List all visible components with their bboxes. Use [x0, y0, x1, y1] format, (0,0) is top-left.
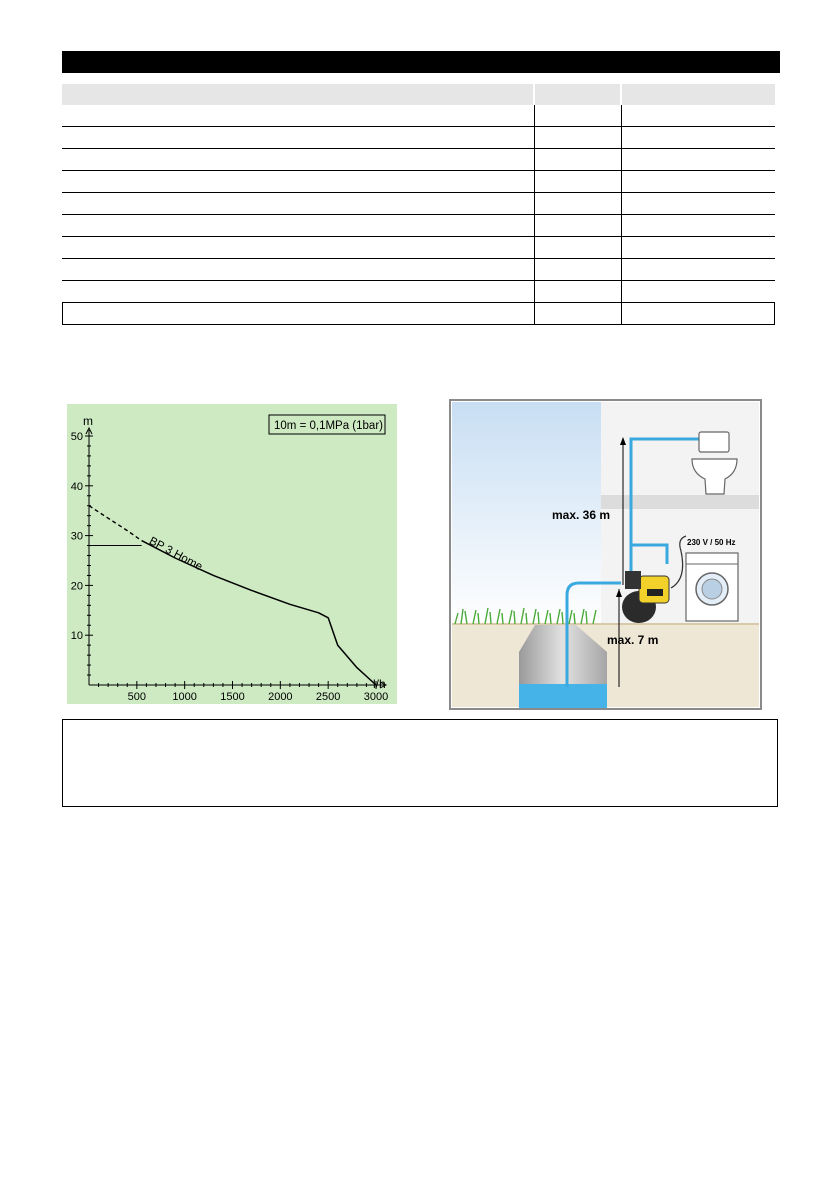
- table-cell: [62, 127, 535, 149]
- y-tick-label: 50: [70, 431, 83, 443]
- table-cell: [622, 149, 775, 171]
- well-water: [519, 684, 607, 708]
- table-header-cell: [622, 84, 775, 105]
- pump-performance-chart: [67, 404, 397, 704]
- y-tick-label: 30: [70, 530, 83, 543]
- table-cell: [622, 105, 775, 127]
- table-cell: [535, 237, 622, 259]
- table-cell: [535, 171, 622, 193]
- table-header-cell: [62, 84, 535, 105]
- table-cell: [622, 171, 775, 193]
- table-cell: [622, 281, 775, 303]
- chart-background: [67, 404, 397, 704]
- table-cell: [535, 215, 622, 237]
- chart-canvas: [67, 404, 397, 704]
- series-label: BP 3 Home: [146, 535, 205, 574]
- section-header-bar: [62, 51, 780, 73]
- installation-illustration: [449, 399, 762, 710]
- y-axis-label: m: [83, 414, 93, 428]
- table-header-row: [62, 84, 775, 105]
- table-cell: [622, 303, 775, 325]
- table-cell: [62, 105, 535, 127]
- table-row: [62, 237, 775, 259]
- x-tick-label: 2000: [268, 691, 293, 703]
- table-cell: [62, 215, 535, 237]
- table-row: [62, 105, 775, 127]
- installation-scene: [449, 399, 762, 710]
- x-tick-label: 2500: [315, 691, 341, 703]
- table-row: [62, 259, 775, 281]
- table-cell: [622, 127, 775, 149]
- y-tick-label: 40: [70, 480, 83, 493]
- floor-slab: [601, 495, 759, 509]
- table-row: [62, 127, 775, 149]
- x-axis-label: l/h: [373, 677, 386, 691]
- y-tick-label: 10: [70, 630, 83, 643]
- max-height-label: max. 36 m: [552, 508, 611, 522]
- x-tick-label: 1500: [220, 691, 245, 703]
- table-cell: [535, 259, 622, 281]
- table-cell: [622, 259, 775, 281]
- table-cell: [62, 237, 535, 259]
- table-row: [62, 303, 775, 325]
- table-row: [62, 171, 775, 193]
- x-tick-label: 500: [127, 691, 147, 703]
- table-cell: [535, 303, 622, 325]
- x-tick-label: 1000: [172, 691, 197, 703]
- table-cell: [62, 171, 535, 193]
- table-cell: [62, 259, 535, 281]
- table-cell: [622, 237, 775, 259]
- table-cell: [62, 149, 535, 171]
- y-tick-label: 20: [70, 580, 83, 593]
- max-suction-label: max. 7 m: [607, 633, 659, 647]
- note-box: [62, 719, 778, 807]
- table-header-cell: [535, 84, 622, 105]
- table-cell: [535, 193, 622, 215]
- table-cell: [535, 281, 622, 303]
- conversion-note: 10m = 0,1MPa (1bar): [274, 420, 383, 432]
- table-row: [62, 193, 775, 215]
- table-row: [62, 215, 775, 237]
- x-tick-label: 3000: [363, 691, 389, 703]
- table-cell: [535, 149, 622, 171]
- table-row: [62, 149, 775, 171]
- washing-machine-icon: [686, 553, 738, 621]
- power-supply-label: 230 V / 50 Hz: [687, 538, 736, 547]
- table-cell: [535, 127, 622, 149]
- table-cell: [62, 303, 535, 325]
- table-row: [62, 281, 775, 303]
- table-cell: [535, 105, 622, 127]
- table-cell: [62, 193, 535, 215]
- table-cell: [622, 193, 775, 215]
- table-cell: [62, 281, 535, 303]
- table-cell: [622, 215, 775, 237]
- specifications-table: [62, 84, 775, 324]
